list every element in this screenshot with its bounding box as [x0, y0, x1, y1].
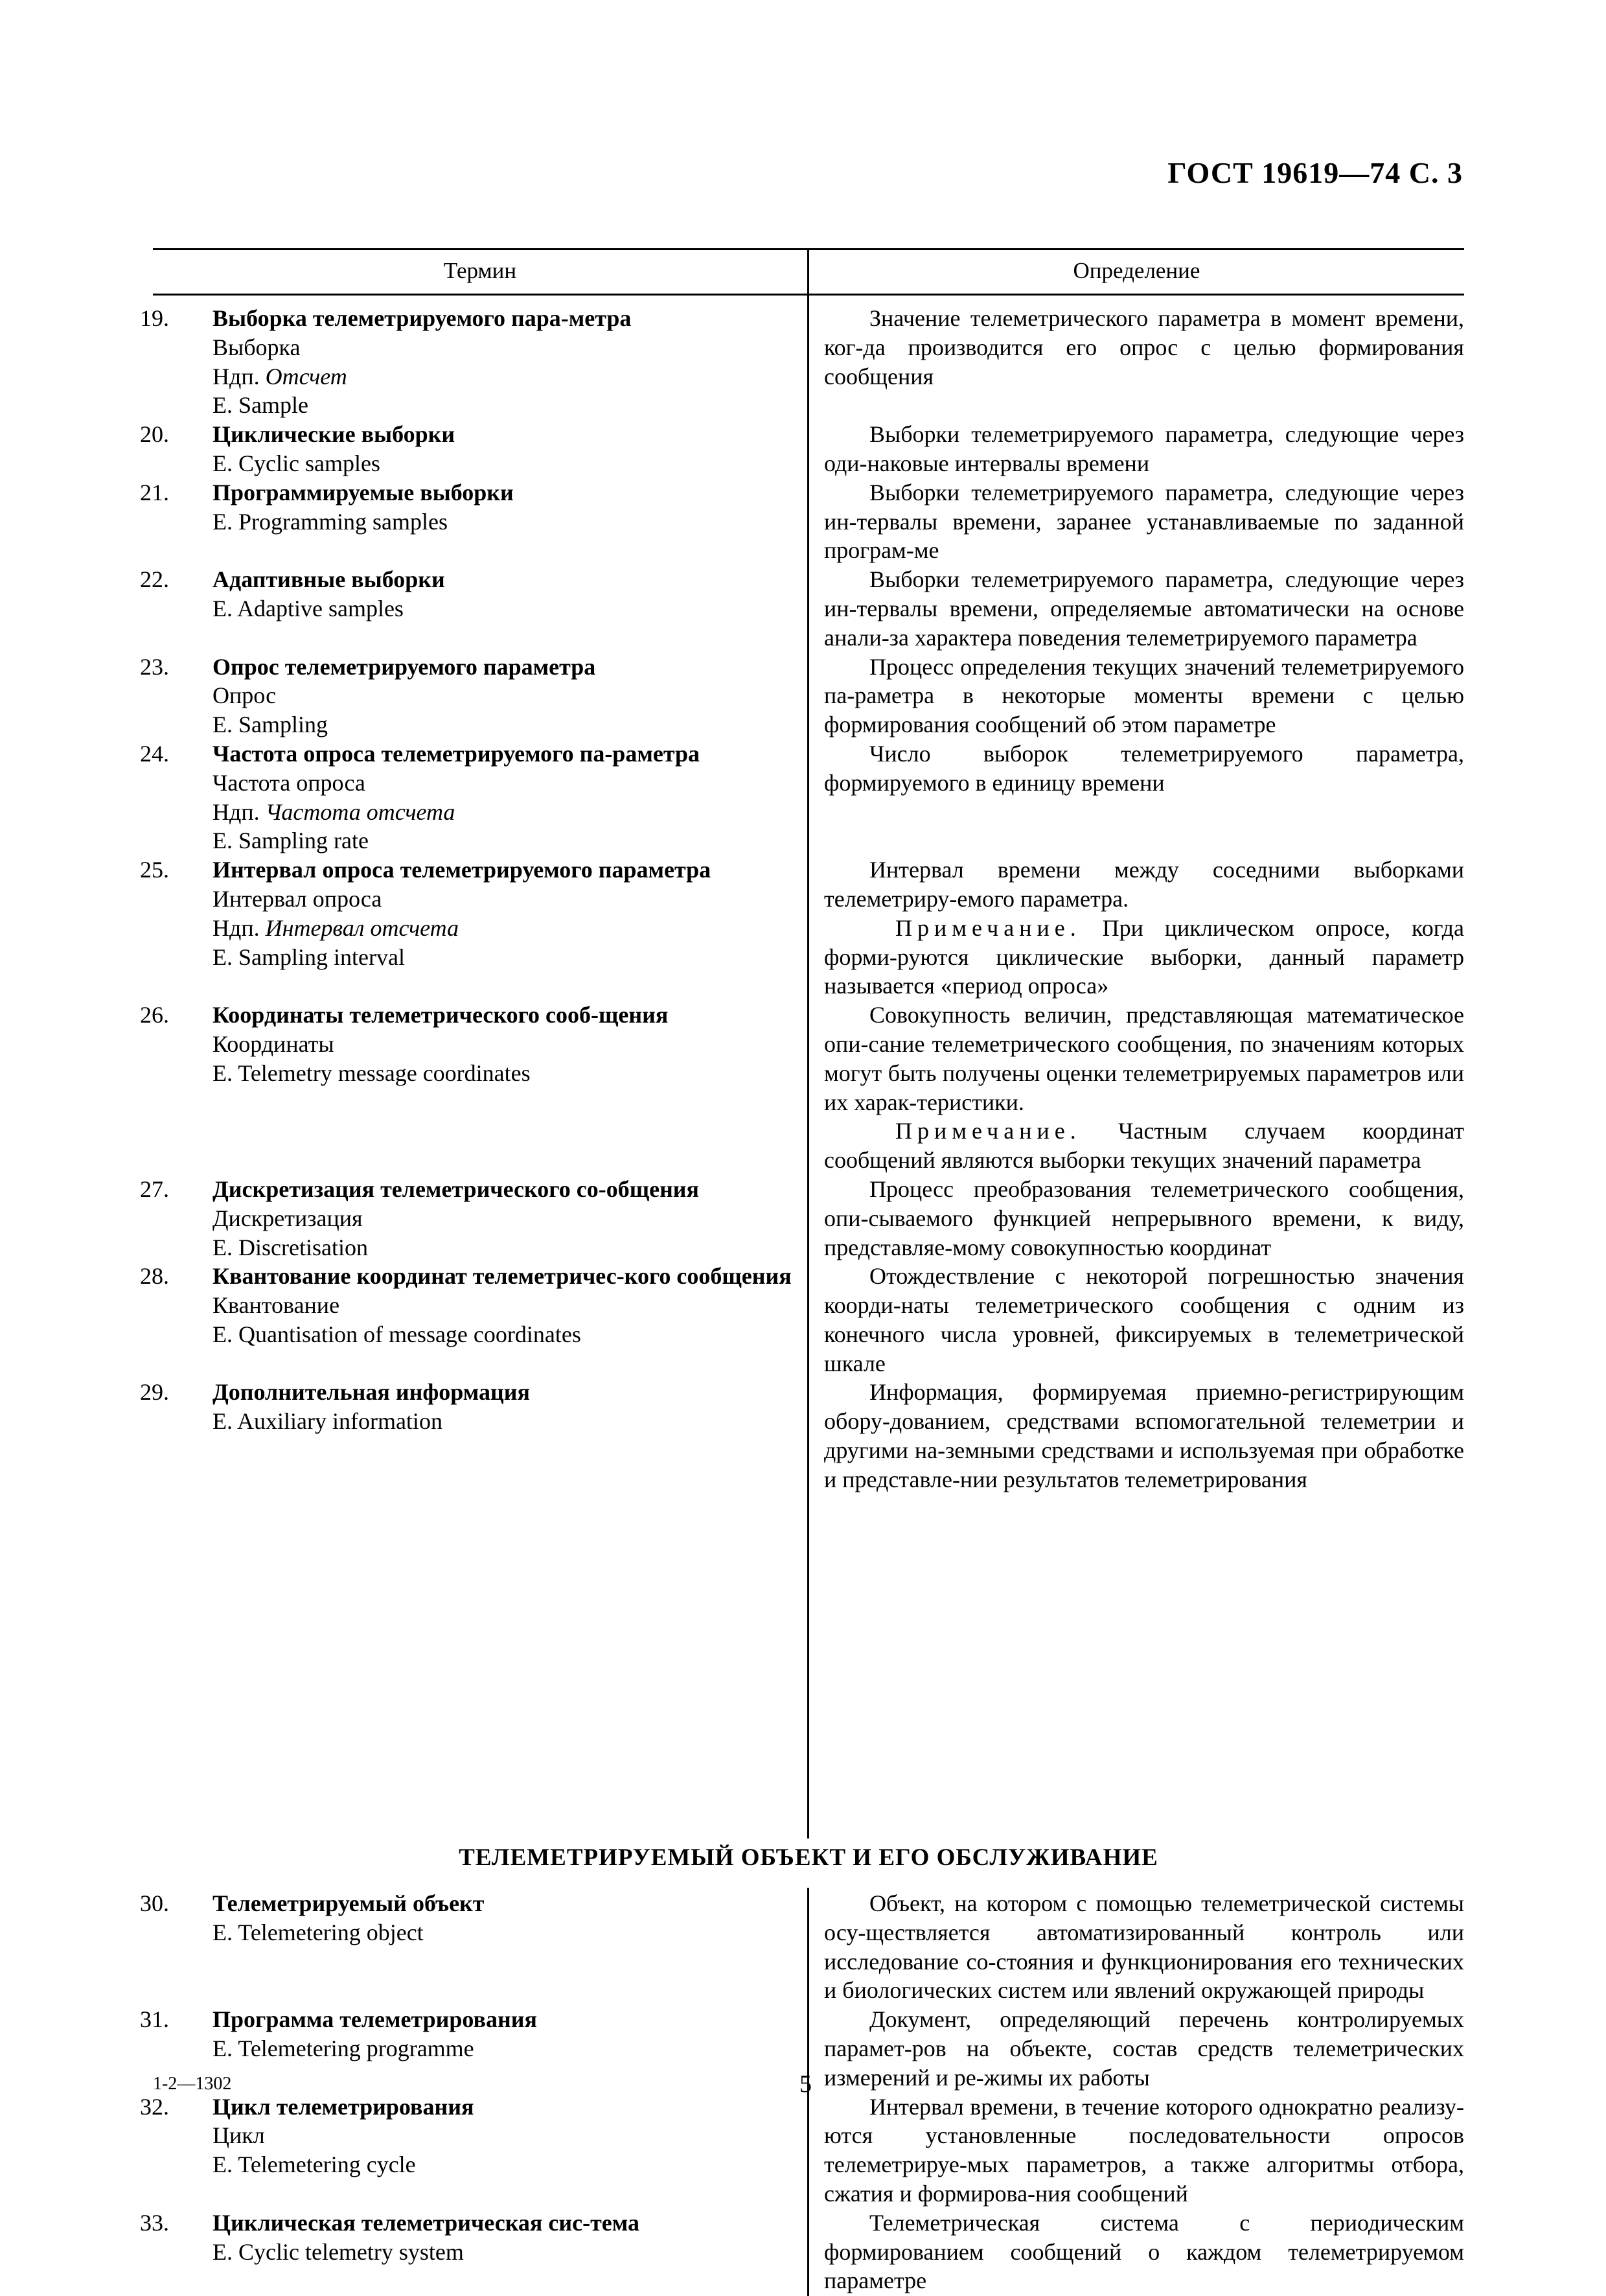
term-title: Программа телеметрирования — [212, 2006, 537, 2033]
term-synonym: E. Telemetering programme — [212, 2035, 474, 2061]
table-row — [140, 1175, 1464, 1262]
term-cell — [140, 2209, 807, 2267]
table-row — [140, 1001, 1464, 1175]
term-synonym: E. Quantisation of message coordinates — [212, 1321, 581, 1347]
definition-cell — [807, 420, 1464, 478]
term-synonym: Координаты — [212, 1030, 334, 1057]
term-cell — [140, 1001, 807, 1087]
table-row — [140, 1889, 1464, 2005]
term-number: 24. — [140, 740, 169, 767]
table-row — [140, 1378, 1464, 1494]
term-main-line — [140, 420, 794, 449]
definition-cell — [807, 1378, 1464, 1494]
definition-text: Интервал времени, в течение которого однократно реализу-ются установленные последовательности опросов телеметрируе-мых параметров, а также алгоритмы отбора, сжатия и формирова-ния сообщений — [824, 2093, 1464, 2207]
term-cell — [140, 420, 807, 478]
term-cell — [140, 478, 807, 537]
term-title: Интервал опроса телеметрируемого параметра — [212, 857, 711, 883]
term-number: 25. — [140, 857, 169, 883]
deprecated-synonym — [176, 362, 794, 391]
term-main-line — [140, 1378, 794, 1407]
term-cell — [140, 653, 807, 739]
note-label: Примечание. — [895, 914, 1081, 941]
definition-text: Документ, определяющий перечень контролируемых парамет-ров на объекте, состав средств телеметрических измерений и ре-жимы их работы — [824, 2006, 1464, 2091]
definition-note — [824, 1117, 1464, 1175]
term-cell — [140, 1889, 807, 1947]
definition-cell — [807, 304, 1464, 391]
term-main-line — [140, 304, 794, 333]
definition-note — [824, 914, 1464, 1001]
term-number: 20. — [140, 421, 169, 448]
ndp-term: Частота отсчета — [265, 798, 455, 825]
definition-text: Выборки телеметрируемого параметра, следующие через оди-наковые интервалы времени — [824, 421, 1464, 476]
definition-text: Объект, на котором с помощью телеметрической системы осу-ществляется автоматизированный контроль или исследование со-стояния и функционирования его технических и биологических систем или явлений окружающей природы — [824, 1890, 1464, 2004]
page-header: ГОСТ 19619—74 С. 3 — [1167, 156, 1463, 189]
note-label: Примечание. — [895, 1118, 1081, 1144]
term-title: Цикл телеметрирования — [212, 2093, 474, 2120]
definition-text: Интервал времени между соседними выборками телеметриру-емого параметра. — [824, 857, 1464, 912]
term-synonym: Цикл — [212, 2122, 265, 2149]
term-main-line — [140, 478, 794, 507]
term-synonym: E. Auxiliary information — [212, 1408, 442, 1435]
ndp-prefix: Ндп. — [212, 363, 266, 389]
term-number: 31. — [140, 2006, 169, 2033]
definition-cell — [807, 1175, 1464, 1262]
definition-text: Телеметрическая система с периодическим формированием сообщений о каждом телеметрируемом параметре — [824, 2209, 1464, 2294]
deprecated-synonym — [176, 798, 794, 827]
term-synonym: Выборка — [212, 334, 301, 360]
column-header-term: Термин — [443, 258, 517, 283]
term-synonym: Интервал опроса — [212, 885, 382, 912]
term-title: Циклическая телеметрическая сис-тема — [212, 2209, 640, 2236]
term-main-line — [140, 1001, 794, 1030]
term-synonym: E. Telemetering object — [212, 1919, 424, 1945]
ndp-term: Отсчет — [265, 363, 347, 389]
term-number: 27. — [140, 1176, 169, 1202]
term-number: 32. — [140, 2093, 169, 2120]
term-synonym: Частота опроса — [212, 769, 365, 796]
term-synonym: E. Sampling — [212, 712, 328, 738]
term-synonym: E. Sample — [212, 392, 308, 419]
definition-cell — [807, 855, 1464, 1001]
table-row — [140, 739, 1464, 855]
term-number: 22. — [140, 566, 169, 593]
term-synonym: E. Cyclic samples — [212, 450, 380, 476]
term-number: 33. — [140, 2209, 169, 2236]
page-number: 5 — [799, 2070, 812, 2098]
term-number: 28. — [140, 1263, 169, 1290]
definition-cell — [807, 1262, 1464, 1378]
term-synonym: Квантование — [212, 1292, 340, 1319]
term-synonym: E. Cyclic telemetry system — [212, 2238, 464, 2265]
term-title: Частота опроса телеметрируемого па-раметра — [212, 740, 700, 767]
term-number: 30. — [140, 1890, 169, 1916]
ndp-term: Интервал отсчета — [265, 914, 459, 941]
term-cell — [140, 565, 807, 623]
term-main-line — [140, 739, 794, 769]
term-main-line — [140, 2005, 794, 2034]
term-number: 19. — [140, 305, 169, 331]
term-title: Дискретизация телеметрического со-общения — [212, 1176, 700, 1202]
term-main-line — [140, 855, 794, 885]
term-title: Квантование координат телеметричес-кого сообщения — [212, 1263, 792, 1290]
table-row — [140, 653, 1464, 739]
term-number: 26. — [140, 1002, 169, 1028]
term-title: Опрос телеметрируемого параметра — [212, 653, 596, 680]
term-main-line — [140, 1889, 794, 1918]
term-synonym: E. Adaptive samples — [212, 595, 404, 621]
definition-text: Отождествление с некоторой погрешностью значения коорди-наты телеметрического сообщения с одним из конечного числа уровней, фиксируемых в телеметрической шкале — [824, 1263, 1464, 1376]
definition-cell — [807, 653, 1464, 739]
header-divider — [807, 248, 809, 294]
term-title: Дополнительная информация — [212, 1379, 530, 1406]
terms-section-1 — [140, 304, 1464, 1494]
term-synonym: E. Sampling rate — [212, 828, 369, 854]
table-row — [140, 420, 1464, 478]
term-cell — [140, 1262, 807, 1349]
table-row — [140, 304, 1464, 420]
definition-text: Выборки телеметрируемого параметра, следующие через ин-тервалы времени, определяемые автоматически на основе анали-за характера поведения телеметрируемого параметра — [824, 566, 1464, 651]
term-cell — [140, 1175, 807, 1262]
definition-cell — [807, 1001, 1464, 1175]
term-synonym: E. Discretisation — [212, 1234, 368, 1260]
term-cell — [140, 2093, 807, 2179]
definition-cell — [807, 478, 1464, 565]
definition-cell — [807, 739, 1464, 798]
table-row — [140, 1262, 1464, 1378]
definition-text: Процесс преобразования телеметрического сообщения, опи-сываемого функцией непрерывного времени, к виду, представляе-мому совокупностью координат — [824, 1176, 1464, 1260]
term-main-line — [140, 653, 794, 682]
term-title: Телеметрируемый объект — [212, 1890, 485, 1916]
term-main-line — [140, 565, 794, 594]
term-title: Адаптивные выборки — [212, 566, 445, 593]
definition-text: Значение телеметрического параметра в момент времени, ког-да производится его опрос с целью формирования сообщения — [824, 305, 1464, 389]
term-title: Выборка телеметрируемого пара-метра — [212, 305, 632, 331]
term-title: Координаты телеметрического сооб-щения — [212, 1002, 669, 1028]
term-synonym: E. Programming samples — [212, 508, 448, 535]
term-main-line — [140, 1175, 794, 1204]
definition-cell — [807, 2093, 1464, 2209]
table-row — [140, 2209, 1464, 2295]
term-number: 23. — [140, 653, 169, 680]
definition-cell — [807, 565, 1464, 652]
definition-text: Число выборок телеметрируемого параметра, формируемого в единицу времени — [824, 740, 1464, 796]
term-cell — [140, 304, 807, 420]
column-header-definition: Определение — [1073, 258, 1200, 283]
table-row — [140, 565, 1464, 652]
definition-cell — [807, 1889, 1464, 2005]
table-row — [140, 2093, 1464, 2209]
term-cell — [140, 1378, 807, 1436]
term-cell — [140, 855, 807, 971]
term-synonym: Опрос — [212, 682, 277, 709]
deprecated-synonym — [176, 914, 794, 943]
table-row — [140, 478, 1464, 565]
note-text: При циклическом опросе, когда форми-руются циклические выборки, данный параметр называется «период опроса» — [824, 914, 1464, 999]
term-synonym: E. Telemetering cycle — [212, 2151, 416, 2178]
term-synonym: E. Sampling interval — [212, 944, 405, 970]
print-code: 1-2—1302 — [153, 2074, 232, 2094]
term-title: Циклические выборки — [212, 421, 455, 448]
term-cell — [140, 2005, 807, 2063]
definition-text: Выборки телеметрируемого параметра, следующие через ин-тервалы времени, заранее устанавливаемые по заданной програм-ме — [824, 479, 1464, 564]
note-text: Частным случаем координат сообщений являются выборки текущих значений параметра — [824, 1118, 1464, 1174]
definition-text: Процесс определения текущих значений телеметрируемого па-раметра в некоторые моменты времени с целью формирования сообщений об этом параметре — [824, 653, 1464, 738]
definition-cell — [807, 2005, 1464, 2092]
term-main-line — [140, 2209, 794, 2238]
definition-text: Совокупность величин, представляющая математическое опи-сание телеметрического сообщения, по значениям которых могут быть получены оценки телеметрируемых параметров или их харак-теристики. — [824, 1002, 1464, 1115]
term-cell — [140, 739, 807, 855]
definition-cell — [807, 2209, 1464, 2295]
definition-text: Информация, формируемая приемно-регистрирующим обору-дованием, средствами вспомогательной телеметрии и другими на-земными средствами и используемая при обработке и представле-нии результатов телеметрирования — [824, 1379, 1464, 1492]
term-title: Программируемые выборки — [212, 479, 514, 505]
term-synonym: E. Telemetry message coordinates — [212, 1060, 531, 1086]
term-number: 29. — [140, 1379, 169, 1406]
term-synonym: Дискретизация — [212, 1205, 363, 1231]
term-main-line — [140, 1262, 794, 1291]
term-number: 21. — [140, 479, 169, 505]
term-main-line — [140, 2093, 794, 2122]
ndp-prefix: Ндп. — [212, 798, 266, 825]
table-row — [140, 855, 1464, 1001]
ndp-prefix: Ндп. — [212, 914, 266, 941]
section-title: ТЕЛЕМЕТРИРУЕМЫЙ ОБЪЕКТ И ЕГО ОБСЛУЖИВАНИЕ — [459, 1844, 1158, 1871]
